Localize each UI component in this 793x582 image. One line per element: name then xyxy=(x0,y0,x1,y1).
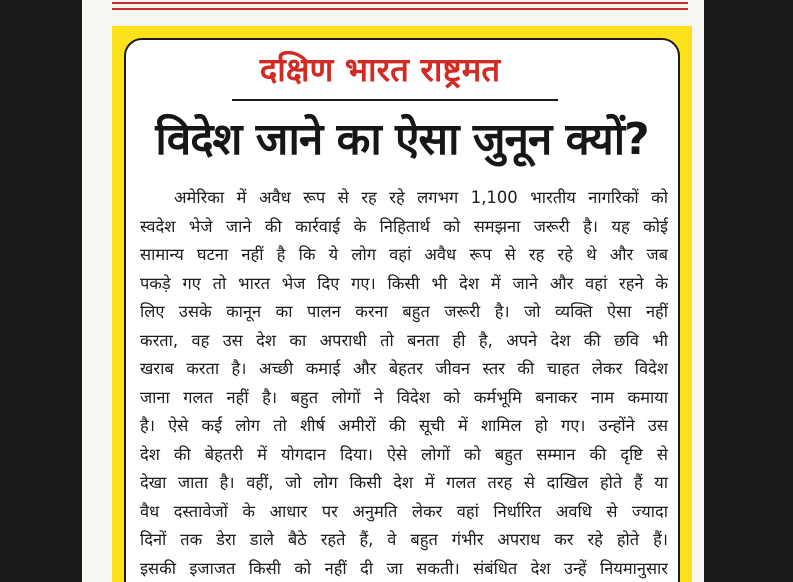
article-line: लिए उसके कानून का पालन करना बहुत जरूरी है। जो व्यक्ति ऐसा नहीं xyxy=(140,302,668,321)
article-line: पकड़े गए तो भारत भेज दिए गए। किसी भी देश में जाने और वहां रहने के xyxy=(140,273,668,293)
article-line: करता, वह उस देश का अपराधी तो बनता ही है, अपने देश की छवि भी xyxy=(140,330,668,350)
article-line: दिनों तक डेरा डाले बैठे रहते हैं, वे बहुत गंभीर अपराध कर रहे होते हैं। xyxy=(140,530,668,549)
article-line: वैध दस्तावेजों के आधार पर अनुमति लेकर वहां निर्धारित अवधि से ज्यादा xyxy=(140,501,668,521)
article-headline: विदेश जाने का ऐसा जुनून क्यों? xyxy=(155,114,649,165)
article-line: जाना गलत नहीं है। बहुत लोगों ने विदेश को कर्मभूमि बनाकर नाम कमाया xyxy=(140,387,668,407)
article-body xyxy=(140,184,668,582)
article-line: है। ऐसे कई लोग तो शीर्ष अमीरों की सूची में शामिल हो गए। उन्होंने उस xyxy=(140,416,668,435)
article-line: सामान्य घटना नहीं है कि ये लोग वहां अवैध रूप से रह रहे थे और जब xyxy=(140,245,668,264)
top-red-rule xyxy=(112,2,688,4)
article-line: अमेरिका में अवैध रूप से रह रहे लगभग 1,100 भारतीय नागरिकों को xyxy=(174,188,668,207)
article-line: इसकी इजाजत किसी को नहीं दी जा सकती। संबंधित देश उन्हें नियमानुसार xyxy=(140,558,668,578)
article-line: खराब करता है। अच्छी कमाई और बेहतर जीवन स्तर की चाहत लेकर विदेश xyxy=(140,359,668,378)
article-line: स्वदेश भेजे जाने की कार्रवाई के निहितार्थ को समझना जरूरी है। यह कोई xyxy=(140,216,668,236)
masthead-underline xyxy=(232,99,558,101)
article-line: देखा जाता है। वहीं, जो लोग किसी देश में गलत तरह से दाखिल होते हैं या xyxy=(140,473,668,492)
column-masthead: दक्षिण भारत राष्ट्रमत xyxy=(259,50,501,89)
article-line: देश की बेहतरी में योगदान दिया। ऐसे लोगों को बहुत सम्मान की दृष्टि से xyxy=(140,444,668,464)
top-red-rule-second xyxy=(112,8,688,10)
